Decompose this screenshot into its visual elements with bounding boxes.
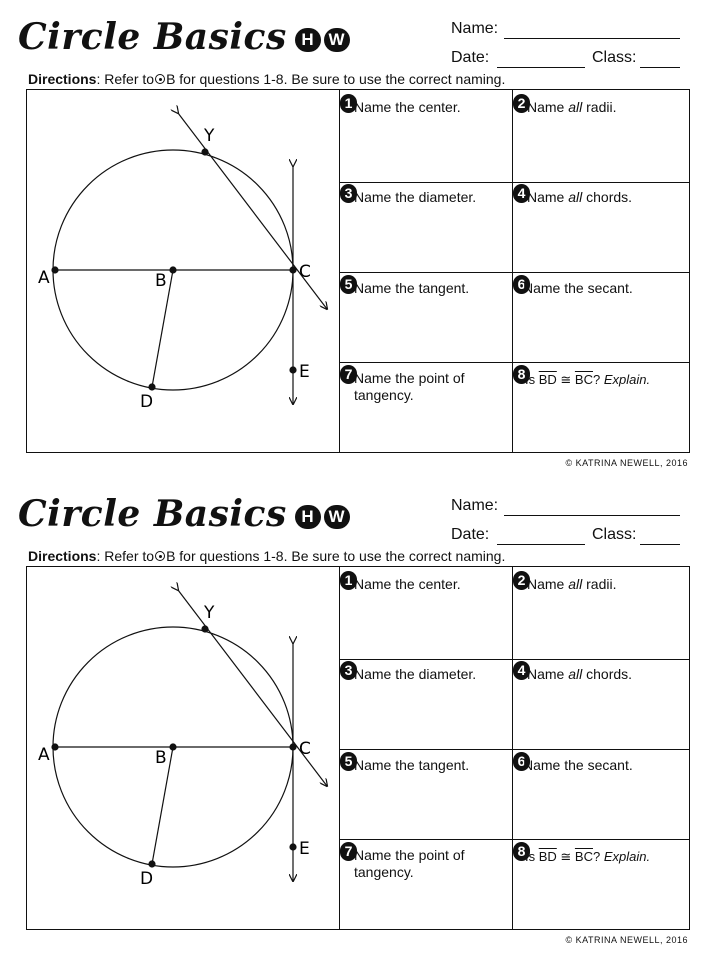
class-label: Class:	[592, 49, 637, 66]
question-7[interactable]: 7 Name the point of tangency.	[340, 842, 510, 928]
label-e: E	[299, 362, 310, 382]
question-4[interactable]: 4 Name all chords.	[513, 661, 683, 747]
class-label: Class:	[592, 526, 637, 543]
label-e: E	[299, 839, 310, 859]
question-number: 8	[513, 842, 530, 861]
worksheet-title: Circle Basics H W	[18, 16, 350, 58]
question-number: 3	[340, 184, 357, 203]
label-a: A	[38, 745, 50, 765]
label-a: A	[38, 268, 50, 288]
label-y: Y	[204, 126, 215, 146]
hw-badge: H W	[295, 28, 350, 52]
point-a	[51, 743, 58, 750]
question-number: 4	[513, 184, 530, 203]
question-6[interactable]: 6 Name the secant.	[513, 275, 683, 361]
name-field[interactable]	[504, 38, 680, 39]
circle-symbol-icon	[155, 74, 165, 84]
point-b	[169, 266, 176, 273]
question-number: 2	[513, 94, 530, 113]
label-y: Y	[204, 603, 215, 623]
divider	[339, 362, 689, 363]
point-b	[169, 743, 176, 750]
question-number: 7	[340, 365, 357, 384]
date-label: Date:	[451, 49, 490, 66]
question-7[interactable]: 7 Name the point of tangency.	[340, 365, 510, 451]
question-number: 5	[340, 752, 357, 771]
question-1[interactable]: 1 Name the center.	[340, 571, 510, 657]
date-field[interactable]	[497, 67, 585, 68]
date-field[interactable]	[497, 544, 585, 545]
label-d: D	[140, 392, 154, 412]
point-y	[201, 148, 208, 155]
worksheet-title: Circle Basics H W	[18, 493, 350, 535]
label-b: B	[155, 748, 167, 768]
divider	[339, 182, 689, 183]
point-d	[148, 383, 155, 390]
circle-symbol-icon	[155, 551, 165, 561]
question-number: 7	[340, 842, 357, 861]
divider	[339, 659, 689, 660]
question-6[interactable]: 6 Name the secant.	[513, 752, 683, 838]
question-number: 6	[513, 752, 530, 771]
directions: Directions: Refer to B for questions 1-8. Be sure to use the correct naming.	[28, 548, 506, 564]
worksheet-frame	[26, 566, 690, 930]
point-y	[201, 625, 208, 632]
date-label: Date:	[451, 526, 490, 543]
question-2[interactable]: 2 Name all radii.	[513, 571, 683, 657]
point-e	[289, 843, 296, 850]
point-a	[51, 266, 58, 273]
copyright: © KATRINA NEWELL, 2016	[565, 458, 688, 468]
class-field[interactable]	[640, 67, 680, 68]
directions: Directions: Refer to B for questions 1-8. Be sure to use the correct naming.	[28, 71, 506, 87]
question-2[interactable]: 2 Name all radii.	[513, 94, 683, 180]
name-field[interactable]	[504, 515, 680, 516]
question-3[interactable]: 3 Name the diameter.	[340, 661, 510, 747]
label-c: C	[299, 262, 311, 282]
question-5[interactable]: 5 Name the tangent.	[340, 752, 510, 838]
name-label: Name:	[451, 497, 499, 514]
class-field[interactable]	[640, 544, 680, 545]
question-number: 5	[340, 275, 357, 294]
point-c	[289, 743, 296, 750]
point-e	[289, 366, 296, 373]
question-number: 8	[513, 365, 530, 384]
label-d: D	[140, 869, 154, 889]
divider	[339, 749, 689, 750]
question-3[interactable]: 3 Name the diameter.	[340, 184, 510, 270]
label-c: C	[299, 739, 311, 759]
circle-figure	[27, 567, 339, 929]
question-8[interactable]: 8 Is $\overline{BD}$ ≅ $\overline{BC}$? Explain.	[513, 842, 683, 928]
copyright: © KATRINA NEWELL, 2016	[565, 935, 688, 945]
question-number: 3	[340, 661, 357, 680]
question-grid	[339, 567, 689, 929]
question-number: 1	[340, 571, 357, 590]
name-label: Name:	[451, 20, 499, 37]
point-c	[289, 266, 296, 273]
question-4[interactable]: 4 Name all chords.	[513, 184, 683, 270]
question-number: 4	[513, 661, 530, 680]
question-grid	[339, 90, 689, 452]
question-1[interactable]: 1 Name the center.	[340, 94, 510, 180]
question-number: 2	[513, 571, 530, 590]
divider	[339, 272, 689, 273]
question-8[interactable]: 8 Is $\overline{BD}$ ≅ $\overline{BC}$? Explain.	[513, 365, 683, 451]
question-5[interactable]: 5 Name the tangent.	[340, 275, 510, 361]
worksheet-bottom	[0, 477, 720, 955]
circle-figure	[27, 90, 339, 452]
divider	[339, 839, 689, 840]
question-number: 1	[340, 94, 357, 113]
label-b: B	[155, 271, 167, 291]
worksheet-frame	[26, 89, 690, 453]
question-number: 6	[513, 275, 530, 294]
point-d	[148, 860, 155, 867]
hw-badge: H W	[295, 505, 350, 529]
worksheet-top	[0, 0, 720, 478]
